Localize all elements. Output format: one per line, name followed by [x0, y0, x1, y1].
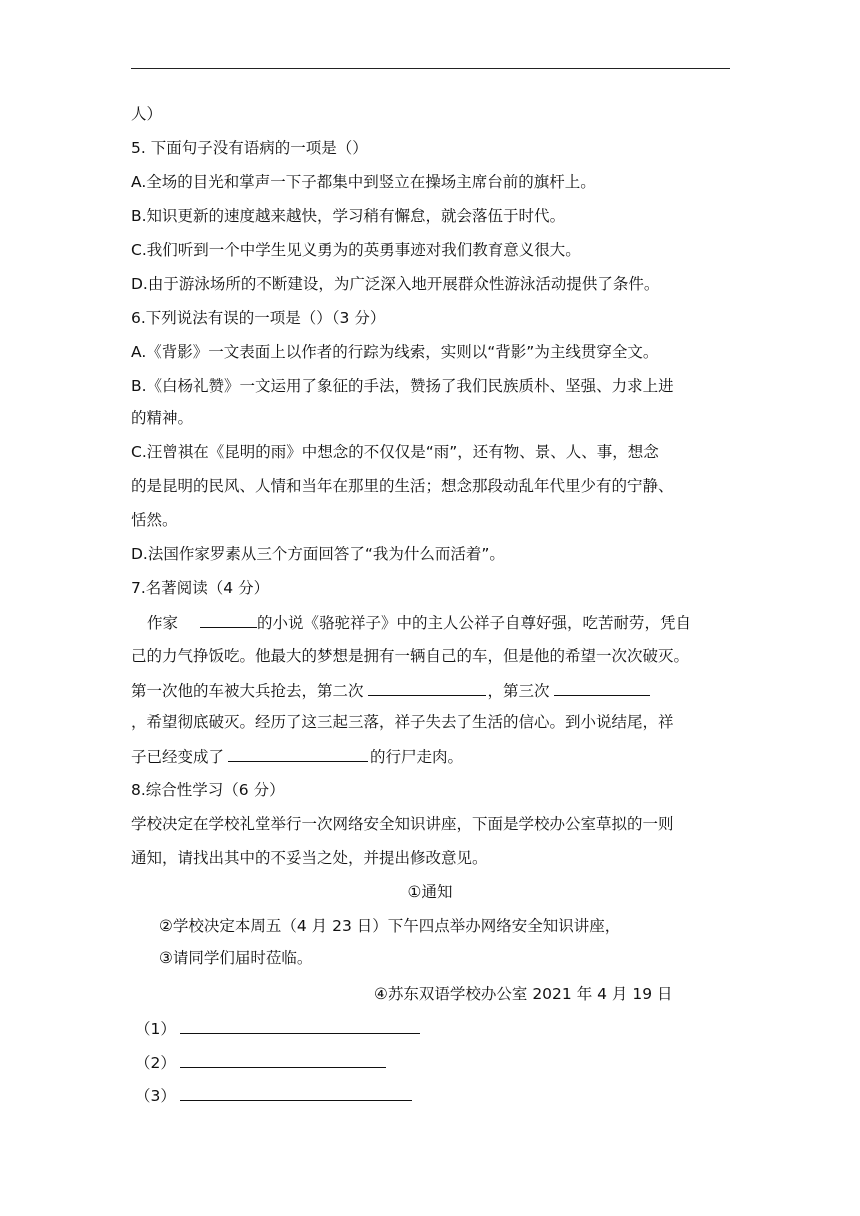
question-6: 6.下列说法有误的一项是（）（3 分）: [131, 309, 386, 327]
option-6d: D.法国作家罗素从三个方面回答了“我为什么而活着”。: [131, 545, 505, 563]
question-7: 7.名著阅读（4 分）: [131, 579, 270, 597]
option-5c: C.我们听到一个中学生见义勇为的英勇事迹对我们教育意义很大。: [131, 241, 581, 259]
answer-blank-3[interactable]: [180, 1084, 412, 1101]
option-6c: C.汪曾祺在《昆明的雨》中想念的不仅仅是“雨”，还有物、景、人、事，想念: [131, 443, 659, 461]
option-6b-cont: 的精神。: [131, 409, 194, 427]
answer-line-2: [135, 1051, 386, 1074]
answer-blank-2[interactable]: [180, 1051, 386, 1068]
ending-blank[interactable]: [228, 745, 368, 762]
header-rule: [131, 68, 730, 69]
question-8: 8.综合性学习（6 分）: [131, 781, 285, 799]
q7-paragraph-line: 己的力气挣饭吃。他最大的梦想是拥有一辆自己的车，但是他的希望一次次破灭。: [131, 647, 690, 665]
answer-label: （3）: [135, 1087, 176, 1105]
q8-paragraph-line: 学校决定在学校礼堂举行一次网络安全知识讲座，下面是学校办公室草拟的一则: [131, 815, 674, 833]
answer-label: （1）: [135, 1020, 176, 1038]
second-time-blank[interactable]: [368, 679, 486, 696]
option-6c-cont: 恬然。: [131, 511, 178, 529]
option-6b: B.《白杨礼赞》一文运用了象征的手法，赞扬了我们民族质朴、坚强、力求上进: [131, 377, 674, 395]
notice-body: ②学校决定本周五（4 月 23 日）下午四点举办网络安全知识讲座，: [159, 917, 621, 935]
q7-text: 第一次他的车被大兵抢去，第二次: [131, 682, 364, 700]
q7-text: ，第三次: [487, 682, 550, 700]
question-5: 5. 下面句子没有语病的一项是（）: [131, 139, 368, 157]
option-5a: A.全场的目光和掌声一下子都集中到竖立在操场主席台前的旗杆上。: [131, 173, 596, 191]
q7-text: 子已经变成了: [131, 748, 225, 766]
option-6a: A.《背影》一文表面上以作者的行踪为线索，实则以“背影”为主线贯穿全文。: [131, 343, 659, 361]
answer-line-1: [135, 1017, 420, 1040]
q7-text: 的小说《骆驼祥子》中的主人公祥子自尊好强，吃苦耐劳，凭自: [257, 614, 692, 632]
author-blank[interactable]: [200, 611, 257, 628]
answer-line-3: [135, 1084, 412, 1107]
option-6c-cont: 的是昆明的民风、人情和当年在那里的生活；想念那段动乱年代里少有的宁静、: [131, 477, 674, 495]
q7-text: 的行尸走肉。: [370, 748, 464, 766]
option-5d: D.由于游泳场所的不断建设，为广泛深入地开展群众性游泳活动提供了条件。: [131, 275, 660, 293]
third-time-blank[interactable]: [554, 679, 650, 696]
notice-invite: ③请同学们届时莅临。: [159, 949, 313, 967]
answer-label: （2）: [135, 1054, 176, 1072]
notice-title: ①通知: [407, 883, 453, 901]
option-5b: B.知识更新的速度越来越快，学习稍有懈怠，就会落伍于时代。: [131, 207, 566, 225]
q7-paragraph-line: [147, 611, 691, 634]
notice-signature: ④苏东双语学校办公室 2021 年 4 月 19 日: [374, 985, 673, 1003]
q7-paragraph-line: ，希望彻底破灭。经历了这三起三落，祥子失去了生活的信心。到小说结尾，祥: [131, 713, 674, 731]
q7-text: 作家: [147, 614, 179, 632]
text-line: 人）: [131, 105, 163, 123]
q7-paragraph-line: [131, 745, 463, 768]
q7-paragraph-line: [131, 679, 650, 702]
q8-paragraph-line: 通知，请找出其中的不妥当之处，并提出修改意见。: [131, 849, 488, 867]
answer-blank-1[interactable]: [180, 1017, 420, 1034]
